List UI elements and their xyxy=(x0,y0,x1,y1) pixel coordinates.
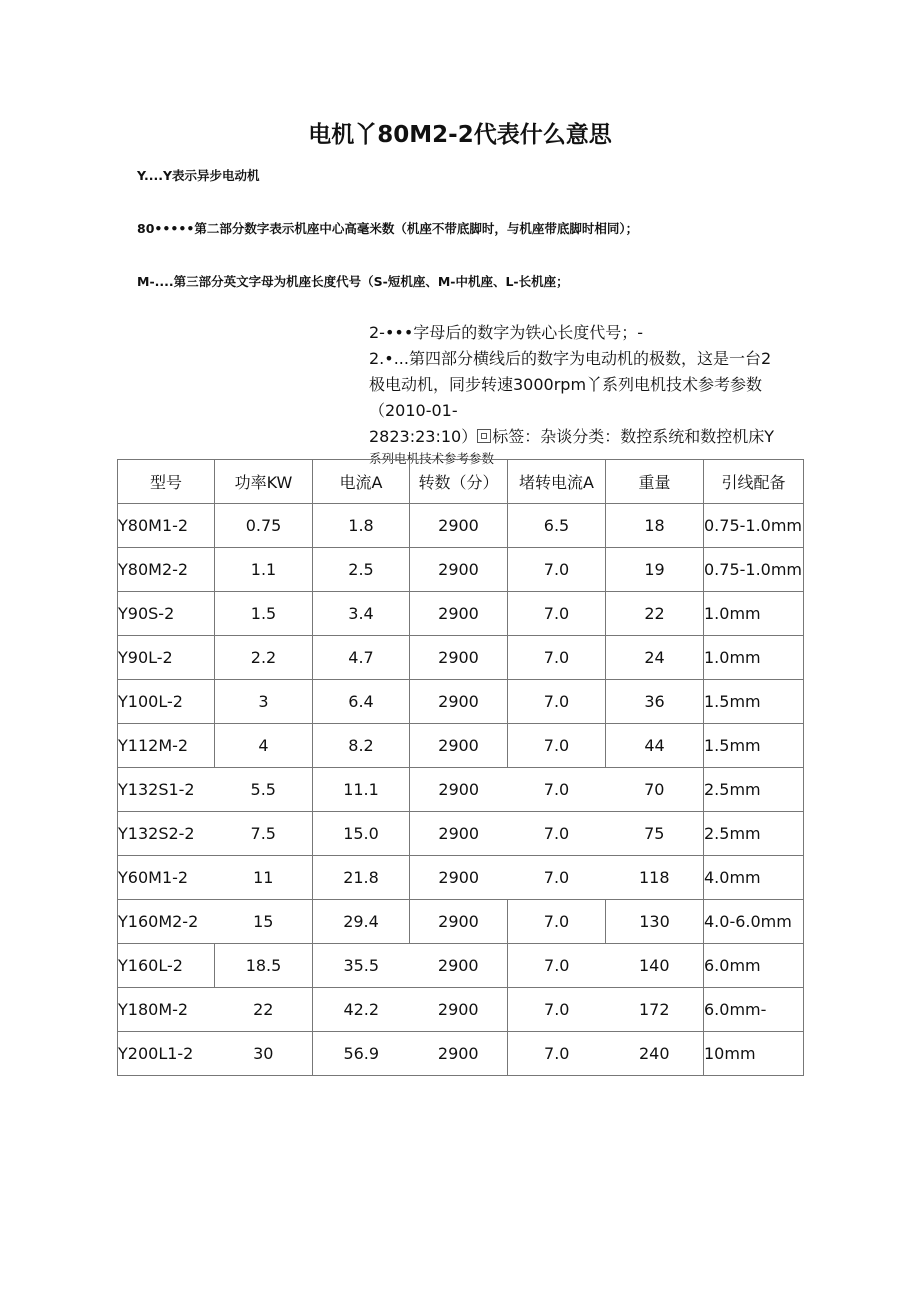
cell-speed: 2900 xyxy=(410,548,508,592)
cell-locked-current: 7.0 xyxy=(508,900,606,944)
cell-power: 22 xyxy=(215,988,313,1032)
cell-model: Y80M2-2 xyxy=(118,548,215,592)
table-row xyxy=(118,504,804,548)
cell-model: Y160M2-2 xyxy=(118,900,215,944)
cell-speed: 2900 xyxy=(410,812,508,856)
cell-lead: 1.5mm xyxy=(704,680,804,724)
cell-lead: 0.75-1.0mm xyxy=(704,548,804,592)
cell-locked-current: 7.0 xyxy=(508,944,606,988)
cell-model: Y132S2-2 xyxy=(118,812,215,856)
desc-line-5 xyxy=(369,424,809,450)
cell-locked-current: 7.0 xyxy=(508,988,606,1032)
cell-current: 29.4 xyxy=(313,900,410,944)
header-current: 电流A xyxy=(313,460,410,504)
header-weight: 重量 xyxy=(606,460,704,504)
cell-power: 1.1 xyxy=(215,548,313,592)
cell-current: 6.4 xyxy=(313,680,410,724)
desc-line-4: （2010-01- xyxy=(369,401,458,420)
cell-current: 35.5 xyxy=(313,944,410,988)
table-header-row xyxy=(118,460,804,504)
cell-locked-current: 7.0 xyxy=(508,592,606,636)
cell-power: 15 xyxy=(215,900,313,944)
cell-lead: 2.5mm xyxy=(704,812,804,856)
cell-locked-current: 7.0 xyxy=(508,768,606,812)
desc-line-1: 2-•••字母后的数字为铁心长度代号；- xyxy=(369,323,644,342)
paragraph-80: 80•••••第二部分数字表示机座中心高毫米数（机座不带底脚时，与机座带底脚时相同）； xyxy=(137,221,639,236)
table-row xyxy=(118,636,804,680)
cell-current: 15.0 xyxy=(313,812,410,856)
cell-lead: 1.0mm xyxy=(704,636,804,680)
cell-model: Y90S-2 xyxy=(118,592,215,636)
cell-lead: 6.0mm xyxy=(704,944,804,988)
cell-speed: 2900 xyxy=(410,636,508,680)
description-block xyxy=(369,320,809,468)
cell-weight: 19 xyxy=(606,548,704,592)
table-row xyxy=(118,724,804,768)
cell-power: 4 xyxy=(215,724,313,768)
cell-model: Y132S1-2 xyxy=(118,768,215,812)
cell-locked-current: 7.0 xyxy=(508,680,606,724)
cell-weight: 70 xyxy=(606,768,704,812)
desc-line-2: 2.•...第四部分横线后的数字为电动机的极数，这是一台2 xyxy=(369,349,772,368)
table-row xyxy=(118,900,804,944)
cell-lead: 2.5mm xyxy=(704,768,804,812)
cell-speed: 2900 xyxy=(410,900,508,944)
cell-lead: 0.75-1.0mm xyxy=(704,504,804,548)
cell-current: 4.7 xyxy=(313,636,410,680)
table-row xyxy=(118,944,804,988)
cell-speed: 2900 xyxy=(410,944,508,988)
cell-lead: 1.5mm xyxy=(704,724,804,768)
motor-spec-table xyxy=(117,459,804,1076)
cell-current: 8.2 xyxy=(313,724,410,768)
cell-weight: 75 xyxy=(606,812,704,856)
cell-model: Y60M1-2 xyxy=(118,856,215,900)
cell-power: 11 xyxy=(215,856,313,900)
cell-power: 2.2 xyxy=(215,636,313,680)
cell-model: Y160L-2 xyxy=(118,944,215,988)
paragraph-y: Y....Y表示异步电动机 xyxy=(137,168,260,183)
table-row xyxy=(118,1032,804,1076)
header-model: 型号 xyxy=(118,460,215,504)
header-power: 功率KW xyxy=(215,460,313,504)
cell-weight: 130 xyxy=(606,900,704,944)
table-row xyxy=(118,856,804,900)
cell-speed: 2900 xyxy=(410,988,508,1032)
cell-speed: 2900 xyxy=(410,768,508,812)
cell-weight: 44 xyxy=(606,724,704,768)
cell-power: 7.5 xyxy=(215,812,313,856)
cell-model: Y112M-2 xyxy=(118,724,215,768)
cell-locked-current: 7.0 xyxy=(508,636,606,680)
cell-locked-current: 6.5 xyxy=(508,504,606,548)
cell-speed: 2900 xyxy=(410,680,508,724)
cell-lead: 4.0mm xyxy=(704,856,804,900)
cell-model: Y100L-2 xyxy=(118,680,215,724)
cell-lead: 6.0mm- xyxy=(704,988,804,1032)
cell-weight: 240 xyxy=(606,1032,704,1076)
cell-weight: 24 xyxy=(606,636,704,680)
cell-current: 3.4 xyxy=(313,592,410,636)
cell-locked-current: 7.0 xyxy=(508,812,606,856)
cell-locked-current: 7.0 xyxy=(508,856,606,900)
cell-current: 1.8 xyxy=(313,504,410,548)
header-speed: 转数（分） xyxy=(410,460,508,504)
cell-model: Y180M-2 xyxy=(118,988,215,1032)
cell-model: Y200L1-2 xyxy=(118,1032,215,1076)
cell-power: 18.5 xyxy=(215,944,313,988)
broken-image-icon xyxy=(477,429,491,443)
cell-power: 5.5 xyxy=(215,768,313,812)
table-row xyxy=(118,812,804,856)
cell-lead: 1.0mm xyxy=(704,592,804,636)
table-row xyxy=(118,988,804,1032)
cell-locked-current: 7.0 xyxy=(508,548,606,592)
cell-speed: 2900 xyxy=(410,1032,508,1076)
table-row xyxy=(118,548,804,592)
cell-speed: 2900 xyxy=(410,592,508,636)
cell-weight: 22 xyxy=(606,592,704,636)
table-row xyxy=(118,592,804,636)
cell-power: 30 xyxy=(215,1032,313,1076)
cell-current: 2.5 xyxy=(313,548,410,592)
cell-model: Y90L-2 xyxy=(118,636,215,680)
header-locked-current: 堵转电流A xyxy=(508,460,606,504)
cell-lead: 10mm xyxy=(704,1032,804,1076)
cell-weight: 118 xyxy=(606,856,704,900)
cell-power: 3 xyxy=(215,680,313,724)
cell-weight: 18 xyxy=(606,504,704,548)
table-row xyxy=(118,768,804,812)
cell-locked-current: 7.0 xyxy=(508,724,606,768)
cell-current: 11.1 xyxy=(313,768,410,812)
cell-power: 0.75 xyxy=(215,504,313,548)
cell-speed: 2900 xyxy=(410,724,508,768)
cell-speed: 2900 xyxy=(410,504,508,548)
cell-weight: 36 xyxy=(606,680,704,724)
desc-line-6: 系列电机技术参考参数 xyxy=(369,451,495,466)
cell-weight: 172 xyxy=(606,988,704,1032)
header-lead: 引线配备 xyxy=(704,460,804,504)
cell-current: 56.9 xyxy=(313,1032,410,1076)
cell-speed: 2900 xyxy=(410,856,508,900)
table-row xyxy=(118,680,804,724)
desc-date: 2823:23:10） xyxy=(369,427,478,446)
cell-lead: 4.0-6.0mm xyxy=(704,900,804,944)
paragraph-m: M-....第三部分英文字母为机座长度代号（S-短机座、M-中机座、L-长机座； xyxy=(137,274,569,289)
desc-tags: 标签：杂谈分类：数控系统和数控机床Y xyxy=(492,427,775,446)
page-title: 电机丫80M2-2代表什么意思 xyxy=(308,122,612,148)
cell-locked-current: 7.0 xyxy=(508,1032,606,1076)
cell-model: Y80M1-2 xyxy=(118,504,215,548)
cell-current: 21.8 xyxy=(313,856,410,900)
desc-line-3: 极电动机，同步转速3000rpm丫系列电机技术参考参数 xyxy=(369,375,763,394)
cell-power: 1.5 xyxy=(215,592,313,636)
cell-current: 42.2 xyxy=(313,988,410,1032)
cell-weight: 140 xyxy=(606,944,704,988)
